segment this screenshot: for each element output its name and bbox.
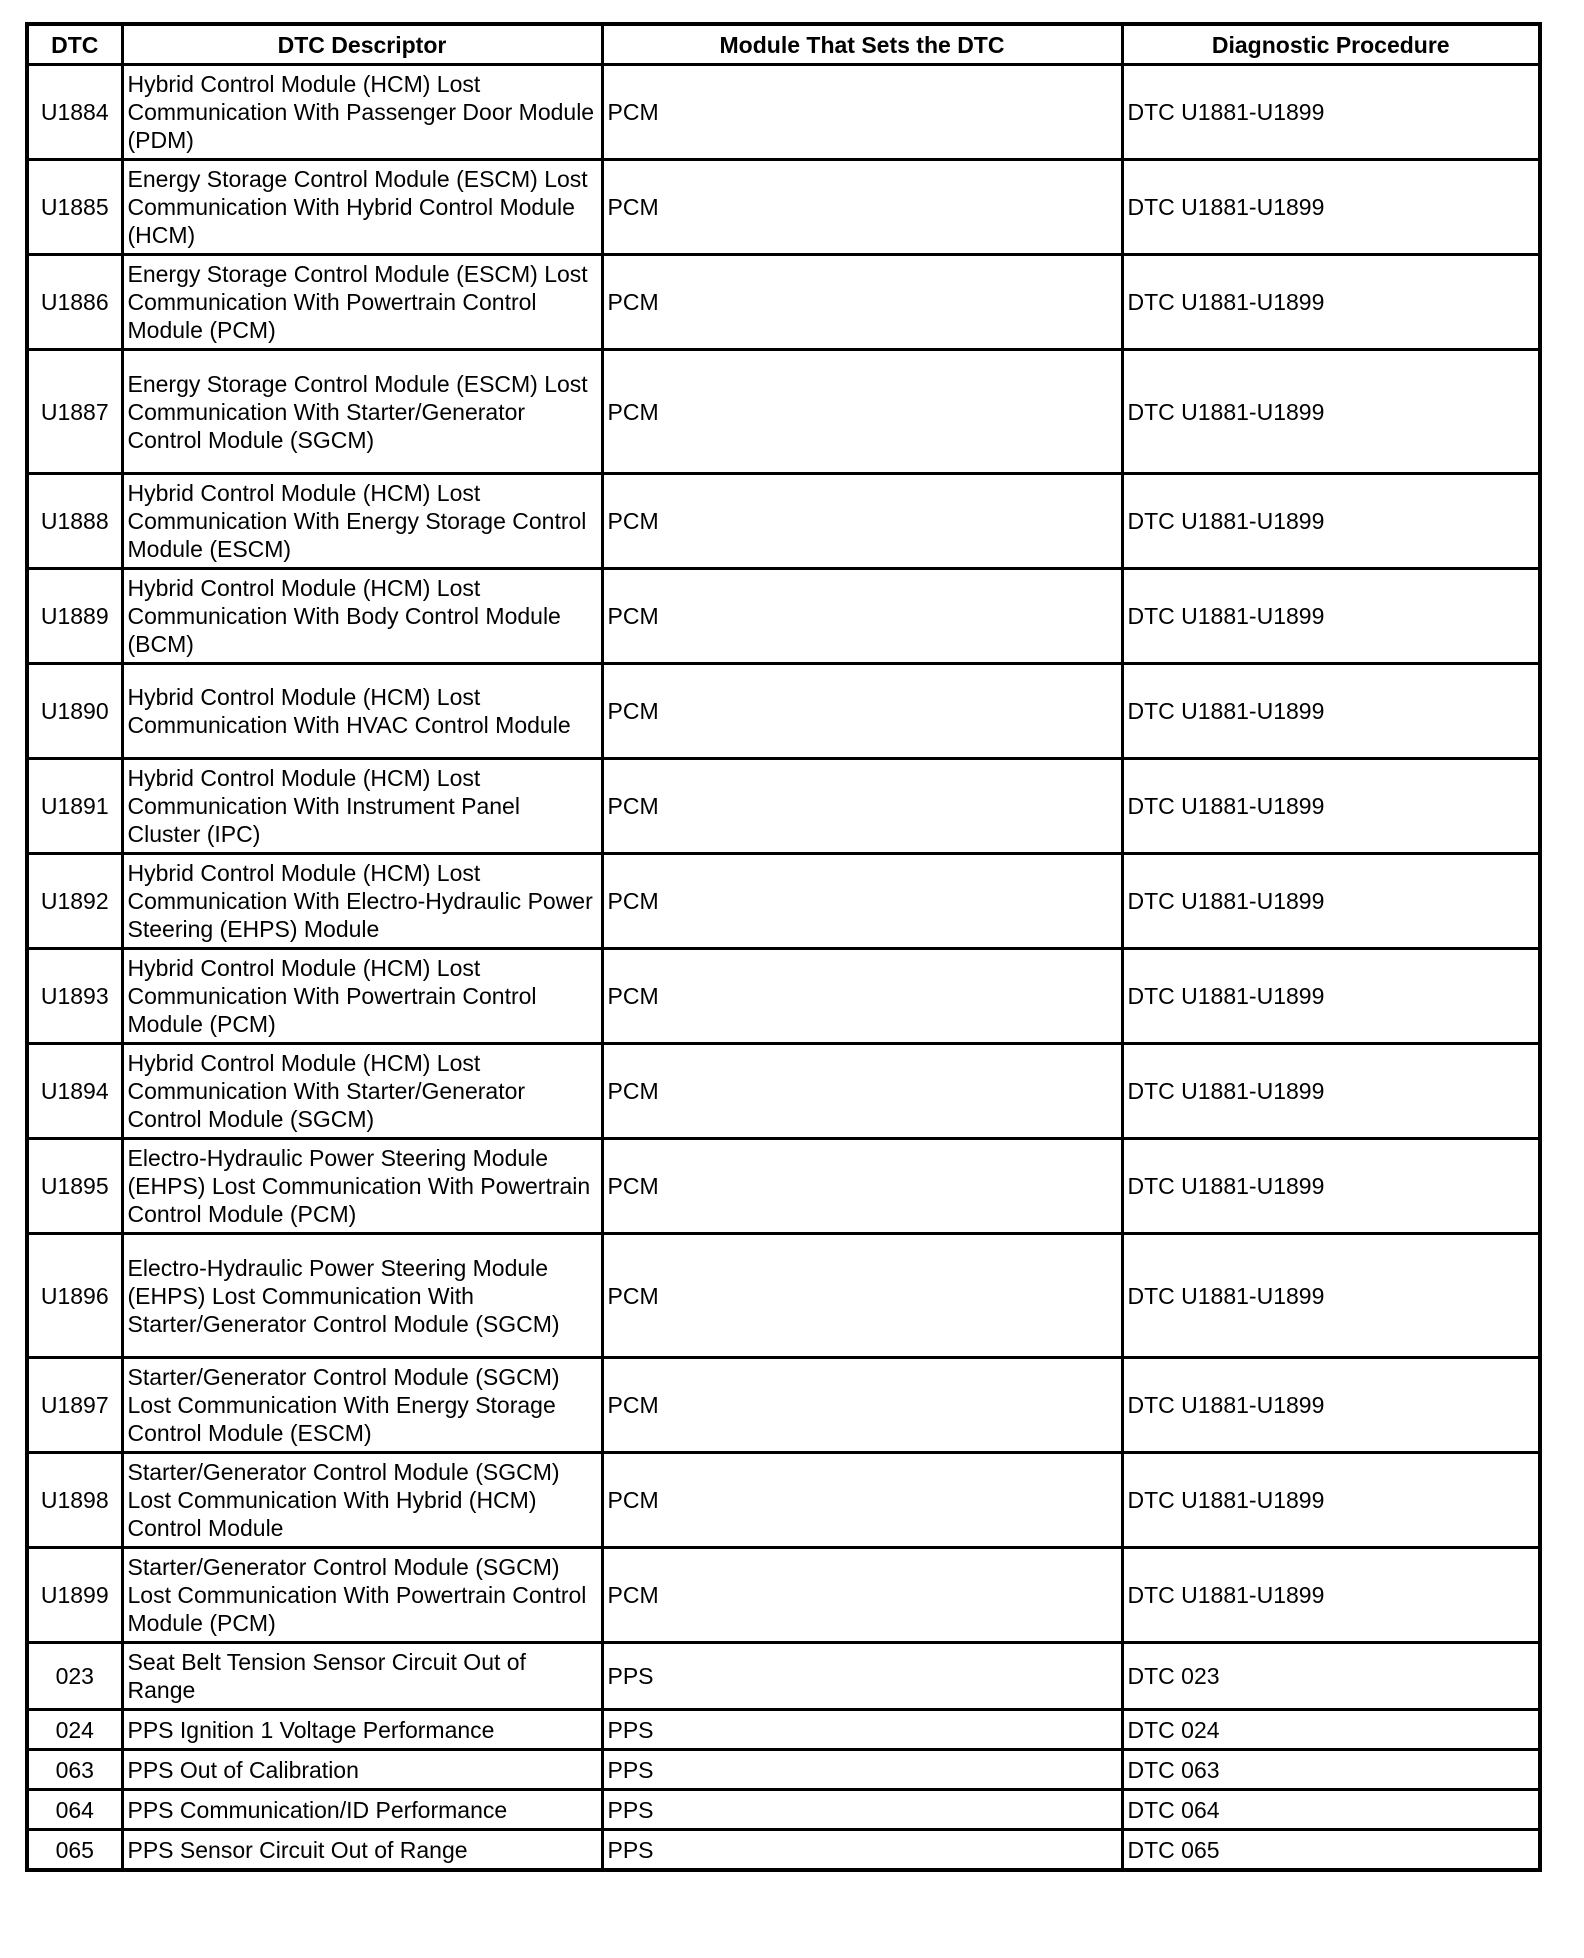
table-row [27, 1750, 1540, 1790]
diagnostic-procedure-cell: DTC U1881-U1899 [1122, 1453, 1540, 1548]
dtc-descriptor-cell: Hybrid Control Module (HCM) Lost Communication With Instrument Panel Cluster (IPC) [122, 759, 602, 854]
dtc-code-cell: U1885 [27, 160, 122, 255]
dtc-code-cell: U1898 [27, 1453, 122, 1548]
table-row [27, 1710, 1540, 1750]
table-row [27, 65, 1540, 160]
diagnostic-procedure-cell: DTC 065 [1122, 1830, 1540, 1871]
table-row [27, 759, 1540, 854]
module-cell: PCM [602, 664, 1122, 759]
diagnostic-procedure-cell: DTC U1881-U1899 [1122, 1358, 1540, 1453]
module-cell: PCM [602, 1453, 1122, 1548]
diagnostic-procedure-cell: DTC 064 [1122, 1790, 1540, 1830]
diagnostic-procedure-cell: DTC U1881-U1899 [1122, 474, 1540, 569]
diagnostic-procedure-cell: DTC 063 [1122, 1750, 1540, 1790]
module-cell: PCM [602, 569, 1122, 664]
dtc-code-cell: U1892 [27, 854, 122, 949]
diagnostic-procedure-cell: DTC U1881-U1899 [1122, 1044, 1540, 1139]
dtc-descriptor-cell: Hybrid Control Module (HCM) Lost Communication With HVAC Control Module [122, 664, 602, 759]
header-diagnostic-procedure: Diagnostic Procedure [1122, 24, 1540, 65]
module-cell: PPS [602, 1710, 1122, 1750]
dtc-descriptor-cell: Hybrid Control Module (HCM) Lost Communication With Powertrain Control Module (PCM) [122, 949, 602, 1044]
header-row [27, 24, 1540, 65]
table-row [27, 1044, 1540, 1139]
module-cell: PCM [602, 1139, 1122, 1234]
table-row [27, 854, 1540, 949]
diagnostic-procedure-cell: DTC U1881-U1899 [1122, 65, 1540, 160]
module-cell: PPS [602, 1643, 1122, 1710]
dtc-descriptor-cell: Hybrid Control Module (HCM) Lost Communication With Body Control Module (BCM) [122, 569, 602, 664]
diagnostic-procedure-cell: DTC 024 [1122, 1710, 1540, 1750]
table-row [27, 1830, 1540, 1871]
dtc-descriptor-cell: Starter/Generator Control Module (SGCM) Lost Communication With Energy Storage Control Module (ESCM) [122, 1358, 602, 1453]
dtc-code-cell: U1884 [27, 65, 122, 160]
dtc-code-cell: U1895 [27, 1139, 122, 1234]
dtc-code-cell: U1886 [27, 255, 122, 350]
dtc-code-cell: U1887 [27, 350, 122, 474]
diagnostic-procedure-cell: DTC U1881-U1899 [1122, 569, 1540, 664]
module-cell: PCM [602, 160, 1122, 255]
dtc-code-cell: U1889 [27, 569, 122, 664]
module-cell: PCM [602, 350, 1122, 474]
header-dtc-descriptor: DTC Descriptor [122, 24, 602, 65]
dtc-code-cell: 063 [27, 1750, 122, 1790]
dtc-table [25, 22, 1542, 1872]
diagnostic-procedure-cell: DTC U1881-U1899 [1122, 664, 1540, 759]
module-cell: PCM [602, 854, 1122, 949]
dtc-code-cell: U1893 [27, 949, 122, 1044]
module-cell: PPS [602, 1750, 1122, 1790]
table-header [27, 24, 1540, 65]
table-row [27, 1234, 1540, 1358]
dtc-code-cell: U1896 [27, 1234, 122, 1358]
dtc-descriptor-cell: PPS Out of Calibration [122, 1750, 602, 1790]
table-row [27, 1790, 1540, 1830]
dtc-descriptor-cell: Energy Storage Control Module (ESCM) Lost Communication With Powertrain Control Module (PCM) [122, 255, 602, 350]
module-cell: PCM [602, 1044, 1122, 1139]
dtc-descriptor-cell: Electro-Hydraulic Power Steering Module (EHPS) Lost Communication With Starter/Generator Control Module (SGCM) [122, 1234, 602, 1358]
table-row [27, 350, 1540, 474]
module-cell: PPS [602, 1790, 1122, 1830]
dtc-descriptor-cell: PPS Sensor Circuit Out of Range [122, 1830, 602, 1871]
module-cell: PPS [602, 1830, 1122, 1871]
dtc-descriptor-cell: Hybrid Control Module (HCM) Lost Communication With Starter/Generator Control Module (SGCM) [122, 1044, 602, 1139]
dtc-code-cell: U1894 [27, 1044, 122, 1139]
diagnostic-procedure-cell: DTC U1881-U1899 [1122, 1139, 1540, 1234]
table-row [27, 1548, 1540, 1643]
table-row [27, 949, 1540, 1044]
diagnostic-procedure-cell: DTC U1881-U1899 [1122, 350, 1540, 474]
dtc-code-cell: U1899 [27, 1548, 122, 1643]
dtc-code-cell: 023 [27, 1643, 122, 1710]
dtc-code-cell: U1888 [27, 474, 122, 569]
dtc-descriptor-cell: Hybrid Control Module (HCM) Lost Communication With Energy Storage Control Module (ESCM) [122, 474, 602, 569]
header-dtc: DTC [27, 24, 122, 65]
dtc-descriptor-cell: Energy Storage Control Module (ESCM) Lost Communication With Starter/Generator Control Module (SGCM) [122, 350, 602, 474]
dtc-descriptor-cell: Starter/Generator Control Module (SGCM) Lost Communication With Hybrid (HCM) Control Module [122, 1453, 602, 1548]
diagnostic-procedure-cell: DTC U1881-U1899 [1122, 160, 1540, 255]
dtc-code-cell: 064 [27, 1790, 122, 1830]
module-cell: PCM [602, 759, 1122, 854]
diagnostic-procedure-cell: DTC U1881-U1899 [1122, 1234, 1540, 1358]
dtc-descriptor-cell: Electro-Hydraulic Power Steering Module (EHPS) Lost Communication With Powertrain Control Module (PCM) [122, 1139, 602, 1234]
table-row [27, 1453, 1540, 1548]
table-row [27, 569, 1540, 664]
table-body [27, 65, 1540, 1871]
dtc-code-cell: 024 [27, 1710, 122, 1750]
module-cell: PCM [602, 1548, 1122, 1643]
dtc-descriptor-cell: Starter/Generator Control Module (SGCM) Lost Communication With Powertrain Control Module (PCM) [122, 1548, 602, 1643]
table-row [27, 160, 1540, 255]
header-module: Module That Sets the DTC [602, 24, 1122, 65]
diagnostic-procedure-cell: DTC U1881-U1899 [1122, 949, 1540, 1044]
dtc-descriptor-cell: Seat Belt Tension Sensor Circuit Out of Range [122, 1643, 602, 1710]
module-cell: PCM [602, 65, 1122, 160]
dtc-descriptor-cell: PPS Communication/ID Performance [122, 1790, 602, 1830]
dtc-descriptor-cell: Energy Storage Control Module (ESCM) Lost Communication With Hybrid Control Module (HCM) [122, 160, 602, 255]
module-cell: PCM [602, 474, 1122, 569]
table-row [27, 1643, 1540, 1710]
table-row [27, 1139, 1540, 1234]
diagnostic-procedure-cell: DTC 023 [1122, 1643, 1540, 1710]
diagnostic-procedure-cell: DTC U1881-U1899 [1122, 759, 1540, 854]
diagnostic-procedure-cell: DTC U1881-U1899 [1122, 854, 1540, 949]
module-cell: PCM [602, 949, 1122, 1044]
dtc-code-cell: U1891 [27, 759, 122, 854]
module-cell: PCM [602, 1234, 1122, 1358]
table-row [27, 255, 1540, 350]
diagnostic-procedure-cell: DTC U1881-U1899 [1122, 255, 1540, 350]
table-row [27, 1358, 1540, 1453]
dtc-descriptor-cell: Hybrid Control Module (HCM) Lost Communication With Electro-Hydraulic Power Steering (EHPS) Module [122, 854, 602, 949]
dtc-code-cell: U1890 [27, 664, 122, 759]
table-row [27, 664, 1540, 759]
diagnostic-procedure-cell: DTC U1881-U1899 [1122, 1548, 1540, 1643]
dtc-code-cell: U1897 [27, 1358, 122, 1453]
module-cell: PCM [602, 255, 1122, 350]
dtc-descriptor-cell: PPS Ignition 1 Voltage Performance [122, 1710, 602, 1750]
module-cell: PCM [602, 1358, 1122, 1453]
table-row [27, 474, 1540, 569]
dtc-descriptor-cell: Hybrid Control Module (HCM) Lost Communication With Passenger Door Module (PDM) [122, 65, 602, 160]
dtc-code-cell: 065 [27, 1830, 122, 1871]
